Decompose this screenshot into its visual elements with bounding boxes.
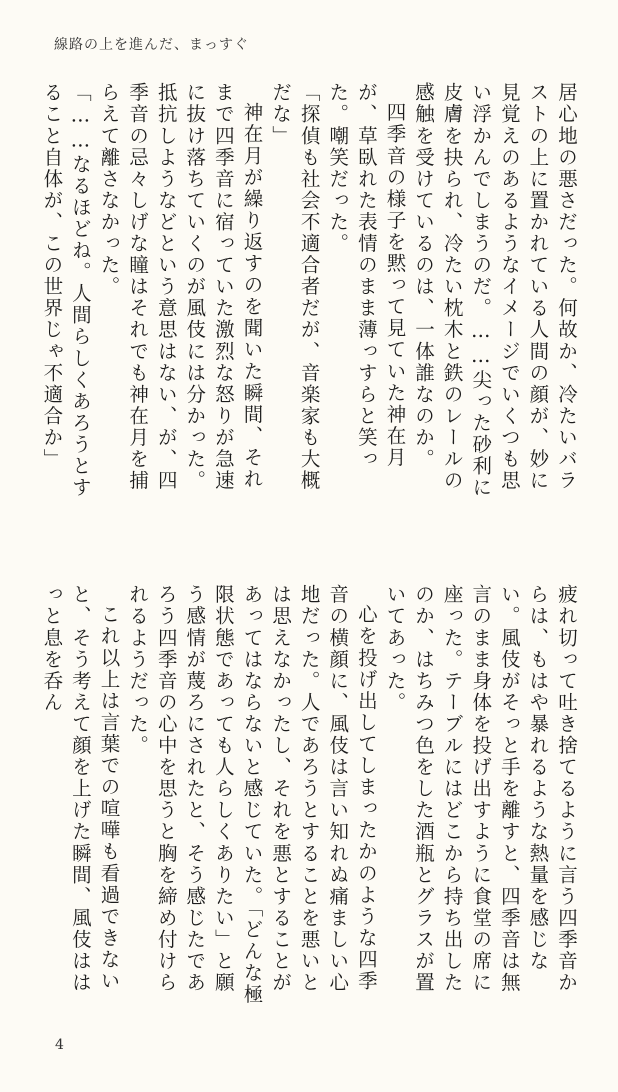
text-block-top <box>40 82 580 510</box>
paragraph: 「探偵も社会不適合者だが、音楽家も大概だな」 <box>269 82 321 492</box>
paragraph: 四季音の様子を黙って見ていた神在月が、草臥れた表情のまま薄っすらと笑った。嘲笑だった。 <box>326 82 407 470</box>
paragraph: 居心地の悪さだった。何故か、冷たいバラストの上に置かれている人間の顔が、妙に見覚えのあるようなイメージでいくつも思い浮かんでしまうのだ。……尖った砂利に皮膚を抉られ、冷たい枕木と鉄のレールの感触を受けているのは、一体誰なのか。 <box>412 82 578 499</box>
paragraph: 疲れ切って吐き捨てるように言う四季音からは、もはや暴れるような熱量を感じない。風伎がそっと手を離すと、四季音は無言のまま身体を投げ出すように食堂の席に座った。テーブルにはどこから持ち出したのか、はちみつ色をした酒瓶とグラスが置いてあった。 <box>383 584 578 994</box>
text-block-bottom <box>40 584 580 1012</box>
running-title: 線路の上を進んだ、まっすぐ <box>54 37 249 53</box>
paragraph: 心を投げ出してしまったかのような四季音の横顔に、風伎は言い知れぬ痛ましい心地だった。人であろうとすることを悪いとは思えなかったし、それを悪とすることがあってはならないと感じていた。「どんな極限状態であっても人らしくありたい」と願う感情が蔑ろにされたと、そう感じたであろう四季音の心中を思うと胸を締め付けられるようだった。 <box>126 584 378 1006</box>
paragraph: 神在月が繰り返すのを聞いた瞬間、それまで四季音に宿っていた激烈な怒りが急速に抜け落ちていくのが風伎には分かった。抵抗しようなどという意思はない、が、四季音の忌々しげな瞳はそれでも神在月を捕らえて離さなかった。 <box>97 82 264 492</box>
page-number: 4 <box>55 1037 64 1053</box>
paragraph: 「……なるほどね。人間らしくあろうとすること自体が、この世界じゃ不適合か」 <box>40 82 92 499</box>
paragraph: これ以上は言葉での喧嘩も看過できないと、そう考えて顔を上げた瞬間、風伎ははっと息を呑ん <box>40 584 121 994</box>
